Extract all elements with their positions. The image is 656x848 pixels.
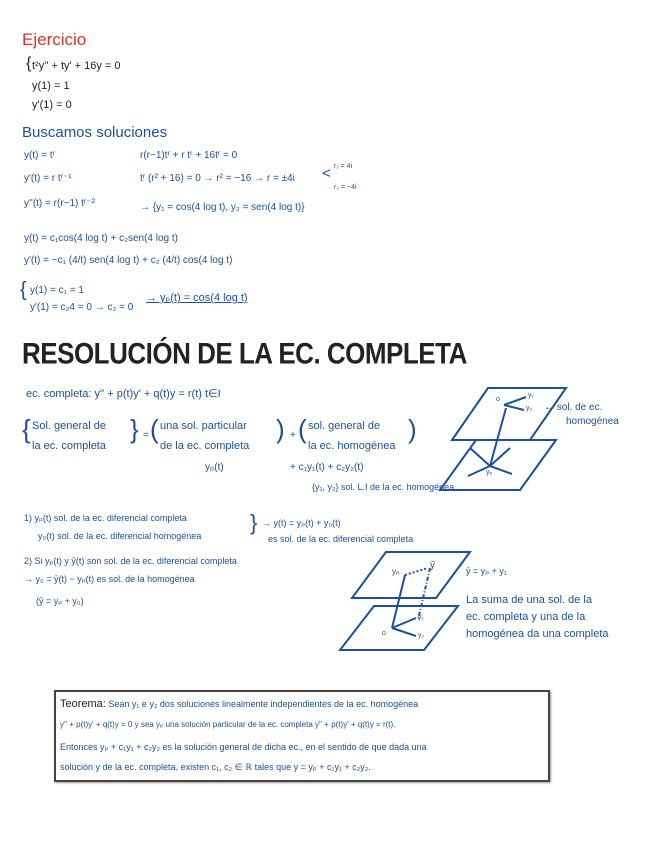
- paren: ): [276, 414, 285, 444]
- general-derivative: y'(t) = −c₁ (4/t) sen(4 log t) + c₂ (4/t) cos(4 log t): [24, 255, 233, 266]
- trial-derivative: y'(t) = r tʳ⁻¹: [24, 173, 72, 184]
- theorem-line1: Sean y₁ e y₂ dos soluciones linealmente independientes de la ec. homogénea: [108, 699, 419, 709]
- y1-label: y₁: [528, 392, 534, 399]
- property2-line1: 2) Si yₚ(t) y ȳ(t) son sol. de la ec. diferencial completa: [24, 556, 237, 566]
- yp-label: yₚ: [486, 469, 493, 476]
- plane-complete: [440, 440, 556, 490]
- diagram2-note: ec. completa y una de la: [466, 611, 586, 623]
- exercise-title: Ejercicio: [22, 30, 87, 49]
- origin-label: o: [496, 396, 500, 403]
- diagram1-note: ← sol. de ec.: [544, 402, 603, 413]
- paren: ): [408, 414, 417, 444]
- particular-solution: → yₚ(t) = cos(4 log t): [146, 292, 248, 304]
- theorem-line3: Entonces yₚ + c₁y₁ + c₂y₂ es la solución general de dicha ec., en el sentido de que dada una: [60, 742, 427, 752]
- block2-line1: una sol. particular: [160, 420, 247, 432]
- property2-line2: → y₀ = ȳ(t) − yₚ(t) es sol. de la homogénea: [24, 574, 195, 584]
- paren: (: [298, 414, 307, 444]
- search-heading: Buscamos soluciones: [22, 124, 168, 141]
- plus-sign: +: [290, 430, 296, 441]
- condition-1: y(1) = c₁ = 1: [30, 285, 84, 296]
- property1-result: → y(t) = yₚ(t) + y₀(t): [262, 518, 341, 528]
- block1-line1: Sol. general de: [32, 420, 106, 432]
- section-title: RESOLUCIÓN DE LA EC. COMPLETA: [22, 336, 467, 371]
- block2-line2: de la ec. completa: [160, 440, 250, 452]
- branch: <: [322, 165, 331, 182]
- initial-condition-1: y(1) = 1: [32, 80, 70, 92]
- vector-yp: [490, 408, 506, 466]
- y2-label: y₂: [418, 632, 425, 639]
- ode: t²y'' + ty' + 16y = 0: [32, 60, 121, 72]
- property1-line2: y₀(t) sol. de la ec. diferencial homogénea: [38, 531, 202, 541]
- origin-label: o: [382, 630, 386, 637]
- diagram2-equation: ȳ = yₚ + y₁: [466, 566, 507, 576]
- brace: }: [130, 414, 139, 444]
- trial-second-derivative: y''(t) = r(r−1) tʳ⁻²: [24, 198, 95, 209]
- theorem-box: [54, 690, 550, 782]
- condition-2: y'(1) = c₂4 = 0 → c₂ = 0: [30, 302, 134, 313]
- plane-complete-2: [352, 552, 470, 598]
- root-2: r₂ = −4i: [334, 184, 357, 191]
- block3-line1: sol. general de: [308, 420, 381, 432]
- yp-label: yₚ(t): [205, 462, 224, 473]
- homogeneous-combo: + c₁y₁(t) + c₂y₂(t): [290, 462, 364, 473]
- characteristic-roots: tʳ (r² + 16) = 0 → r² = −16 → r = ±4i: [140, 173, 295, 184]
- brace: {: [20, 279, 27, 301]
- property1-line1: 1) yₚ(t) sol. de la ec. diferencial completa: [24, 513, 187, 523]
- paren: (: [150, 414, 159, 444]
- plane-homogeneous: [452, 388, 566, 440]
- characteristic-sub: r(r−1)tʳ + r tʳ + 16tʳ = 0: [140, 150, 238, 161]
- initial-condition-2: y'(1) = 0: [32, 99, 72, 111]
- brace: {: [22, 414, 31, 444]
- property1-result2: es sol. de la ec. diferencial completa: [268, 534, 414, 544]
- diagram2-note: homogénea da una completa: [466, 628, 609, 640]
- complete-equation: ec. completa: y'' + p(t)y' + q(t)y = r(t) t∈I: [26, 388, 221, 400]
- yp-label: yₚ: [392, 567, 400, 576]
- theorem-label: Teorema:: [60, 698, 106, 710]
- ybar-label: ȳ: [430, 560, 435, 571]
- brace: {: [26, 55, 32, 72]
- diagram2-note: La suma de una sol. de la: [466, 594, 592, 606]
- brace: }: [250, 510, 258, 535]
- block1-line2: la ec. completa: [32, 440, 106, 452]
- root-1: r₁ = 4i: [334, 163, 353, 170]
- equals-sign: =: [143, 430, 149, 441]
- trial-solution: y(t) = tʳ: [24, 150, 56, 161]
- y2-label: y₂: [526, 405, 533, 412]
- diagram1-note: homogénea: [566, 416, 619, 427]
- li-note: {y₁, y₂} sol. L.I de la ec. homogénea: [312, 482, 455, 492]
- property2-line3: (ȳ = yₚ + y₀): [36, 596, 84, 606]
- block3-line2: la ec. homogénea: [308, 440, 396, 452]
- theorem-line4: solución y de la ec. completa, existen c₁, c₂ ∈ ℝ tales que y = yₚ + c₁y₁ + c₂y₂.: [60, 762, 371, 772]
- fundamental-set: → {y₁ = cos(4 log t), y₂ = sen(4 log t)}: [140, 202, 305, 213]
- theorem-line2: y'' + p(t)y' + q(t)y = 0 y sea yₚ una solución particular de la ec. completa y'' + p(t)y' + q(t)y = r(t).: [60, 720, 396, 729]
- general-solution: y(t) = c₁cos(4 log t) + c₂sen(4 log t): [24, 233, 178, 244]
- y1-label: y₁: [418, 614, 424, 621]
- plane-homogeneous-2: [340, 606, 458, 650]
